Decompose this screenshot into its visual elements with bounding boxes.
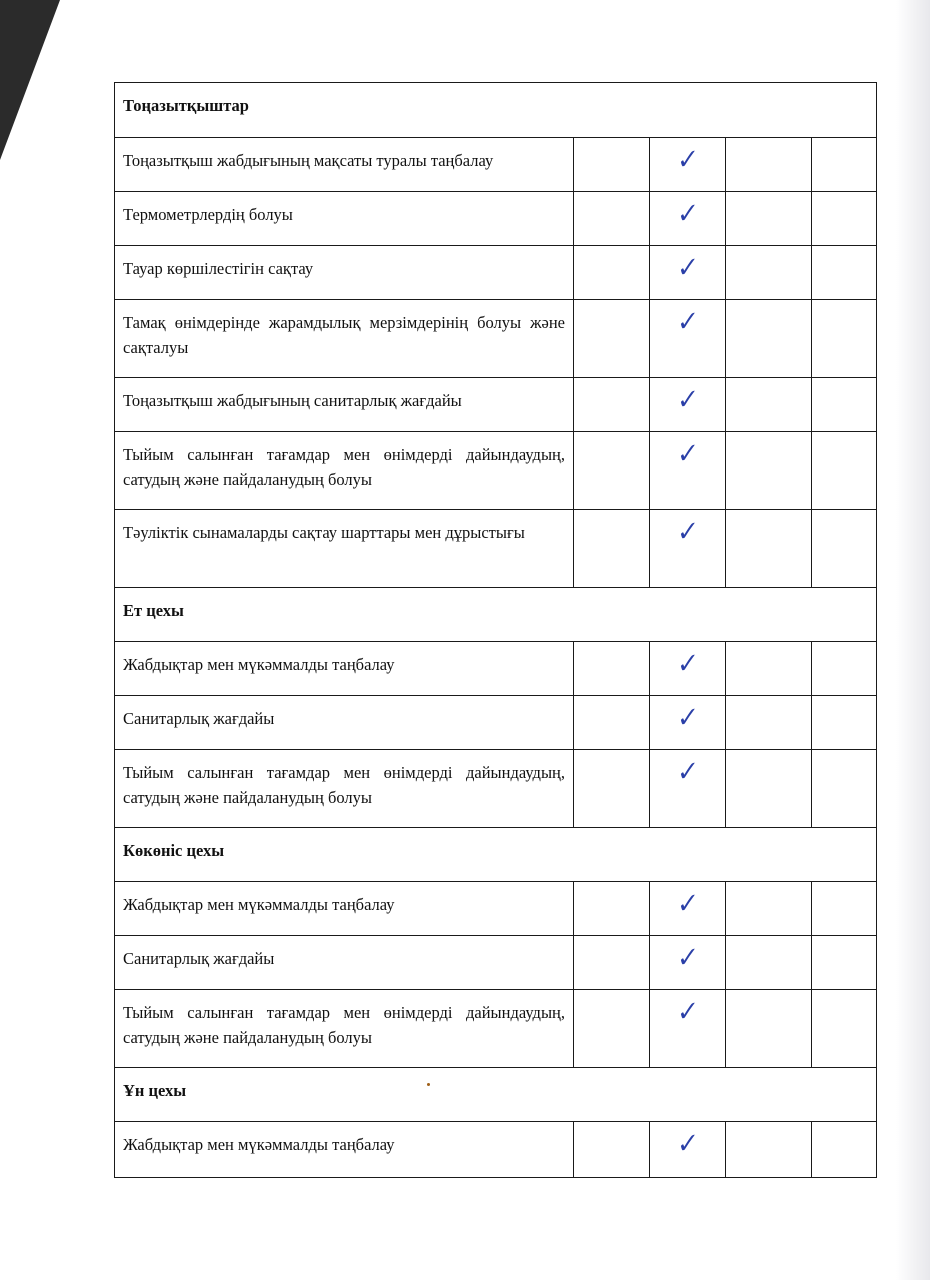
mark-cell[interactable] (574, 138, 650, 192)
section-header-row (115, 83, 877, 138)
mark-cell[interactable] (726, 936, 812, 990)
mark-cell[interactable] (650, 300, 726, 378)
mark-cell[interactable] (726, 378, 812, 432)
mark-cell[interactable] (574, 990, 650, 1068)
section-title: Тоңазытқыштар (115, 83, 877, 138)
section-header-row (115, 588, 877, 642)
table-row (115, 138, 877, 192)
criterion-label: Тыйым салынған тағамдар мен өнімдерді дайындаудың, сатудың және пайдаланудың болуы (115, 990, 574, 1068)
checkmark-icon: ✓ (676, 305, 699, 339)
table-row (115, 936, 877, 990)
mark-cell[interactable] (812, 750, 877, 828)
section-header-row (115, 1068, 877, 1122)
mark-cell[interactable] (812, 642, 877, 696)
mark-cell[interactable] (812, 990, 877, 1068)
checkmark-icon: ✓ (676, 701, 699, 735)
mark-cell[interactable] (650, 378, 726, 432)
criterion-label: Тыйым салынған тағамдар мен өнімдерді дайындаудың, сатудың және пайдаланудың болуы (115, 750, 574, 828)
table-row (115, 696, 877, 750)
mark-cell[interactable] (650, 936, 726, 990)
mark-cell[interactable] (574, 936, 650, 990)
criterion-label: Тауар көршілестігін сақтау (115, 246, 574, 300)
mark-cell[interactable] (650, 246, 726, 300)
criterion-label: Тоңазытқыш жабдығының мақсаты туралы таңбалау (115, 138, 574, 192)
mark-cell[interactable] (726, 990, 812, 1068)
table-row (115, 882, 877, 936)
criterion-label: Санитарлық жағдайы (115, 696, 574, 750)
checkmark-icon: ✓ (676, 995, 699, 1029)
checkmark-icon: ✓ (676, 755, 699, 789)
criterion-label: Тамақ өнімдерінде жарамдылық мерзімдерінің болуы және сақталуы (115, 300, 574, 378)
section-title: Ұн цехы (115, 1068, 877, 1122)
criterion-label: Тыйым салынған тағамдар мен өнімдерді дайындаудың, сатудың және пайдаланудың болуы (115, 432, 574, 510)
checkmark-icon: ✓ (676, 1127, 699, 1161)
table-row (115, 246, 877, 300)
section-title: Көкөніс цехы (115, 828, 877, 882)
mark-cell[interactable] (650, 696, 726, 750)
section-title: Ет цехы (115, 588, 877, 642)
mark-cell[interactable] (726, 696, 812, 750)
mark-cell[interactable] (812, 510, 877, 588)
mark-cell[interactable] (650, 642, 726, 696)
table-row (115, 510, 877, 588)
mark-cell[interactable] (650, 1122, 726, 1178)
mark-cell[interactable] (812, 378, 877, 432)
table-row (115, 1122, 877, 1178)
mark-cell[interactable] (812, 192, 877, 246)
mark-cell[interactable] (812, 432, 877, 510)
criterion-label: Жабдықтар мен мүкәммалды таңбалау (115, 882, 574, 936)
scan-right-shadow (896, 0, 930, 1280)
criterion-label: Тәуліктік сынамаларды сақтау шарттары мен дұрыстығы (115, 510, 574, 588)
mark-cell[interactable] (726, 750, 812, 828)
mark-cell[interactable] (726, 1122, 812, 1178)
checkmark-icon: ✓ (676, 515, 699, 549)
mark-cell[interactable] (726, 246, 812, 300)
mark-cell[interactable] (574, 378, 650, 432)
mark-cell[interactable] (650, 882, 726, 936)
mark-cell[interactable] (726, 642, 812, 696)
table-row (115, 432, 877, 510)
table-row (115, 642, 877, 696)
mark-cell[interactable] (812, 138, 877, 192)
mark-cell[interactable] (726, 138, 812, 192)
mark-cell[interactable] (812, 246, 877, 300)
mark-cell[interactable] (812, 300, 877, 378)
mark-cell[interactable] (726, 432, 812, 510)
section-header-row (115, 828, 877, 882)
criterion-label: Жабдықтар мен мүкәммалды таңбалау (115, 642, 574, 696)
scan-page-edge (0, 0, 60, 160)
mark-cell[interactable] (812, 696, 877, 750)
mark-cell[interactable] (650, 432, 726, 510)
criterion-label: Тоңазытқыш жабдығының санитарлық жағдайы (115, 378, 574, 432)
criterion-label: Жабдықтар мен мүкәммалды таңбалау (115, 1122, 574, 1178)
checkmark-icon: ✓ (676, 437, 699, 471)
mark-cell[interactable] (574, 750, 650, 828)
mark-cell[interactable] (812, 882, 877, 936)
mark-cell[interactable] (650, 510, 726, 588)
mark-cell[interactable] (726, 192, 812, 246)
ink-speck (427, 1083, 430, 1086)
mark-cell[interactable] (650, 192, 726, 246)
checkmark-icon: ✓ (676, 887, 699, 921)
checkmark-icon: ✓ (676, 197, 699, 231)
checkmark-icon: ✓ (676, 647, 699, 681)
mark-cell[interactable] (574, 510, 650, 588)
mark-cell[interactable] (650, 138, 726, 192)
checkmark-icon: ✓ (676, 143, 699, 177)
mark-cell[interactable] (574, 696, 650, 750)
mark-cell[interactable] (726, 300, 812, 378)
table-row (115, 378, 877, 432)
checkmark-icon: ✓ (676, 383, 699, 417)
mark-cell[interactable] (812, 1122, 877, 1178)
mark-cell[interactable] (574, 192, 650, 246)
criterion-label: Санитарлық жағдайы (115, 936, 574, 990)
mark-cell[interactable] (574, 246, 650, 300)
mark-cell[interactable] (726, 510, 812, 588)
mark-cell[interactable] (650, 750, 726, 828)
table-row (115, 192, 877, 246)
mark-cell[interactable] (726, 882, 812, 936)
table-row (115, 750, 877, 828)
mark-cell[interactable] (650, 990, 726, 1068)
mark-cell[interactable] (574, 1122, 650, 1178)
mark-cell[interactable] (574, 432, 650, 510)
table-row (115, 990, 877, 1068)
criterion-label: Термометрлердің болуы (115, 192, 574, 246)
checkmark-icon: ✓ (676, 251, 699, 285)
table-row (115, 300, 877, 378)
inspection-checklist-table (114, 82, 877, 1178)
mark-cell[interactable] (574, 882, 650, 936)
checkmark-icon: ✓ (676, 941, 699, 975)
mark-cell[interactable] (812, 936, 877, 990)
mark-cell[interactable] (574, 642, 650, 696)
mark-cell[interactable] (574, 300, 650, 378)
